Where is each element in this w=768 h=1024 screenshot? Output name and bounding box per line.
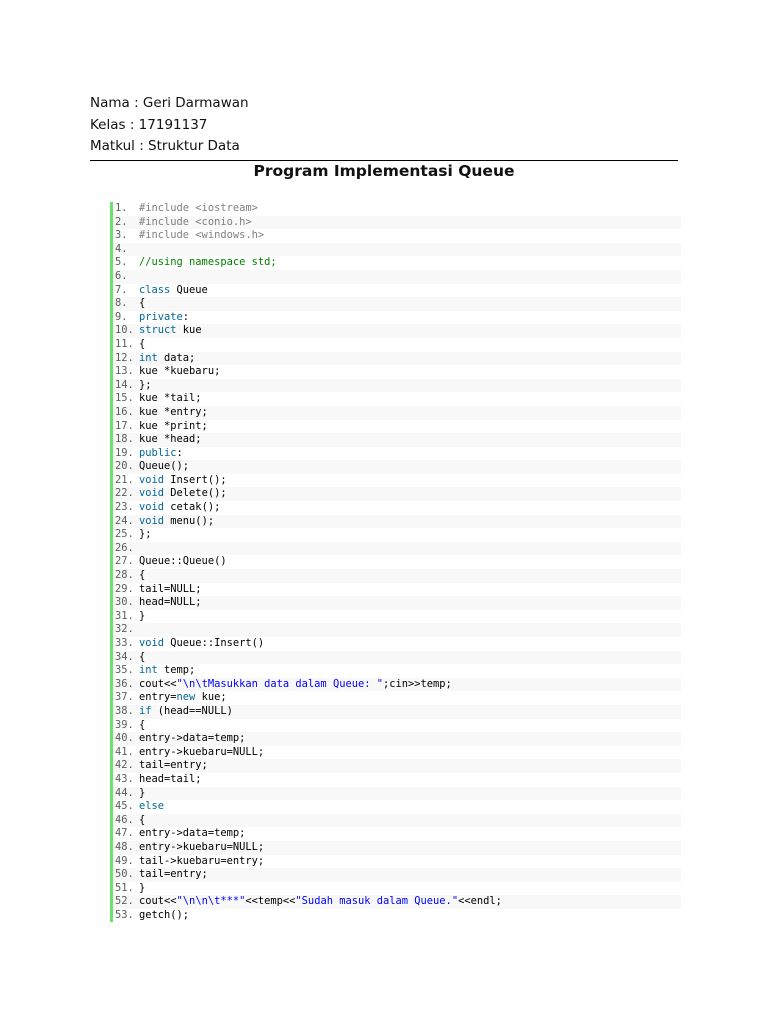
code-token: {	[139, 650, 146, 663]
code-line	[113, 515, 681, 529]
code-token: <<temp<<	[245, 895, 296, 908]
code-line	[113, 324, 681, 338]
code-line	[113, 528, 681, 542]
code-token: #include <conio.h>	[139, 215, 252, 228]
line-number: 24.	[115, 514, 134, 527]
code-token: <<endl;	[458, 895, 502, 908]
code-line	[113, 691, 681, 705]
code-token: else	[139, 800, 165, 813]
line-number: 39.	[115, 718, 134, 731]
code-line	[113, 759, 681, 773]
code-token: head=tail;	[139, 772, 202, 785]
line-number: 2.	[115, 215, 128, 228]
code-token: getch();	[139, 908, 190, 921]
code-token: if	[139, 704, 152, 717]
line-number: 3.	[115, 229, 128, 242]
code-token: class	[139, 283, 171, 296]
code-line	[113, 651, 681, 665]
code-line	[113, 732, 681, 746]
code-line	[113, 229, 681, 243]
code-token: //using namespace std;	[139, 256, 277, 269]
code-token: int	[139, 664, 158, 677]
code-token: kue *entry;	[139, 405, 208, 418]
line-number: 19.	[115, 446, 134, 459]
code-token: "\n\n\t***"	[176, 895, 246, 908]
code-token: cout<<	[139, 677, 177, 690]
code-token: }	[139, 786, 146, 799]
code-token: entry=	[139, 691, 177, 704]
line-number: 28.	[115, 569, 134, 582]
line-number: 11.	[115, 337, 134, 350]
line-number: 25.	[115, 528, 134, 541]
line-number: 13.	[115, 365, 134, 378]
code-token: void	[139, 501, 165, 514]
code-line	[113, 433, 681, 447]
code-token: data;	[157, 351, 196, 364]
document-title: Program Implementasi Queue	[253, 162, 515, 180]
code-token: {	[139, 297, 146, 310]
code-token: :	[176, 446, 183, 459]
code-line	[113, 297, 681, 311]
code-line	[113, 678, 681, 692]
code-token: {	[139, 337, 146, 350]
code-token: entry->data=temp;	[139, 732, 246, 745]
line-number: 9.	[115, 310, 128, 323]
code-line	[113, 270, 681, 284]
code-token: #include <windows.h>	[139, 229, 265, 242]
code-token: struct	[139, 324, 177, 337]
code-line	[113, 637, 681, 651]
line-number: 51.	[115, 881, 134, 894]
code-line	[113, 773, 681, 787]
line-number: 33.	[115, 637, 134, 649]
code-line	[113, 243, 681, 257]
code-token: Insert();	[164, 473, 227, 486]
code-token: void	[139, 637, 165, 649]
code-token: {	[139, 569, 146, 582]
code-line	[113, 882, 681, 896]
line-number: 26.	[115, 541, 134, 554]
code-line	[113, 895, 681, 909]
line-number: 47.	[115, 827, 134, 840]
code-token: Queue::Queue()	[139, 555, 227, 568]
code-token: {	[139, 718, 146, 731]
code-token: kue	[176, 324, 202, 337]
line-number: 21.	[115, 473, 134, 486]
line-number: 27.	[115, 555, 134, 568]
code-token: Queue::Insert()	[164, 637, 265, 649]
code-token: head=NULL;	[139, 596, 202, 609]
code-line	[113, 569, 681, 583]
line-number: 20.	[115, 460, 134, 473]
code-token: Queue();	[139, 460, 190, 473]
line-number: 42.	[115, 759, 134, 772]
line-number: 5.	[115, 256, 128, 269]
code-line	[113, 365, 681, 379]
code-line	[113, 746, 681, 760]
line-number: 35.	[115, 664, 134, 677]
line-number: 34.	[115, 650, 134, 663]
code-token: entry->data=temp;	[139, 827, 246, 840]
code-line	[113, 583, 681, 597]
line-number: 12.	[115, 351, 134, 364]
code-token: kue;	[195, 691, 227, 704]
line-number: 10.	[115, 324, 134, 337]
line-number: 46.	[115, 813, 134, 826]
code-line	[113, 555, 681, 569]
line-number: 22.	[115, 487, 134, 500]
line-number: 43.	[115, 772, 134, 785]
code-token: kue *kuebaru;	[139, 365, 221, 378]
code-token: };	[139, 378, 152, 391]
code-token: }	[139, 609, 146, 622]
code-token: Queue	[170, 283, 208, 296]
course-name: Matkul : Struktur Data	[90, 138, 240, 154]
line-number: 38.	[115, 704, 134, 717]
line-number: 40.	[115, 732, 134, 745]
code-token: tail=NULL;	[139, 582, 202, 595]
code-block	[110, 202, 681, 922]
code-token: private	[139, 310, 183, 323]
code-token: new	[176, 691, 196, 704]
header-divider	[90, 160, 678, 161]
line-number: 23.	[115, 501, 134, 514]
code-token: tail->kuebaru=entry;	[139, 854, 265, 867]
code-line	[113, 705, 681, 719]
code-token: kue *tail;	[139, 392, 202, 405]
line-number: 48.	[115, 840, 134, 853]
line-number: 37.	[115, 691, 134, 704]
line-number: 6.	[115, 269, 128, 282]
code-line	[113, 800, 681, 814]
line-number: 50.	[115, 868, 134, 881]
code-token: "Sudah masuk dalam Queue."	[295, 895, 459, 908]
line-number: 41.	[115, 745, 134, 758]
code-token: Delete();	[164, 487, 227, 500]
code-line	[113, 447, 681, 461]
line-number: 29.	[115, 582, 134, 595]
line-number: 1.	[115, 202, 128, 214]
document-header	[90, 93, 678, 161]
code-token: }	[139, 881, 146, 894]
code-token: void	[139, 487, 165, 500]
code-line	[113, 542, 681, 556]
code-line	[113, 487, 681, 501]
code-line	[113, 406, 681, 420]
code-line	[113, 610, 681, 624]
line-number: 17.	[115, 419, 134, 432]
code-token: {	[139, 813, 146, 826]
line-number: 16.	[115, 405, 134, 418]
code-line	[113, 501, 681, 515]
code-token: tail=entry;	[139, 868, 208, 881]
code-line	[113, 284, 681, 298]
line-number: 31.	[115, 609, 134, 622]
code-token: void	[139, 473, 165, 486]
student-class: Kelas : 17191137	[90, 116, 208, 133]
line-number: 8.	[115, 297, 128, 310]
line-number: 30.	[115, 596, 134, 609]
line-number: 53.	[115, 908, 134, 921]
code-token: tail=entry;	[139, 759, 208, 772]
code-line	[113, 841, 681, 855]
student-name: Nama : Geri Darmawan	[90, 95, 249, 111]
line-number: 15.	[115, 392, 134, 405]
code-token: public	[139, 446, 177, 459]
code-token: menu();	[164, 514, 215, 527]
code-line	[113, 392, 681, 406]
line-number: 18.	[115, 433, 134, 446]
code-line	[113, 909, 681, 923]
code-line	[113, 338, 681, 352]
code-token: temp;	[157, 664, 196, 677]
line-number: 32.	[115, 623, 134, 636]
code-token: int	[139, 351, 158, 364]
code-token: "\n\tMasukkan data dalam Queue: "	[176, 677, 383, 690]
code-token: :	[182, 310, 190, 323]
code-token: entry->kuebaru=NULL;	[139, 745, 265, 758]
code-token: kue *head;	[139, 433, 202, 446]
code-line	[113, 596, 681, 610]
code-token: };	[139, 528, 152, 541]
code-line	[113, 379, 681, 393]
code-line	[113, 420, 681, 434]
code-line	[113, 664, 681, 678]
line-number: 14.	[115, 378, 134, 391]
code-line	[113, 719, 681, 733]
line-number: 7.	[115, 283, 128, 296]
code-token: kue *print;	[139, 419, 208, 432]
code-line	[113, 202, 681, 216]
code-line	[113, 855, 681, 869]
code-line	[113, 868, 681, 882]
line-number: 36.	[115, 677, 134, 690]
code-token: #include <iostream>	[139, 202, 258, 214]
code-token: ;cin>>temp;	[383, 677, 452, 690]
code-line	[113, 216, 681, 230]
code-token: void	[139, 514, 165, 527]
line-number: 45.	[115, 800, 134, 813]
code-line	[113, 623, 681, 637]
code-line	[113, 827, 681, 841]
line-number: 44.	[115, 786, 134, 799]
code-line	[113, 460, 681, 474]
code-token: cout<<	[139, 895, 177, 908]
code-token: cetak();	[164, 501, 221, 514]
code-line	[113, 474, 681, 488]
code-token: entry->kuebaru=NULL;	[139, 840, 265, 853]
code-line	[113, 256, 681, 270]
code-line	[113, 311, 681, 325]
code-line	[113, 787, 681, 801]
code-line	[113, 814, 681, 828]
line-number: 4.	[115, 242, 128, 255]
line-number: 49.	[115, 854, 134, 867]
code-token: (head==NULL)	[151, 704, 233, 717]
line-number: 52.	[115, 895, 134, 908]
code-line	[113, 352, 681, 366]
